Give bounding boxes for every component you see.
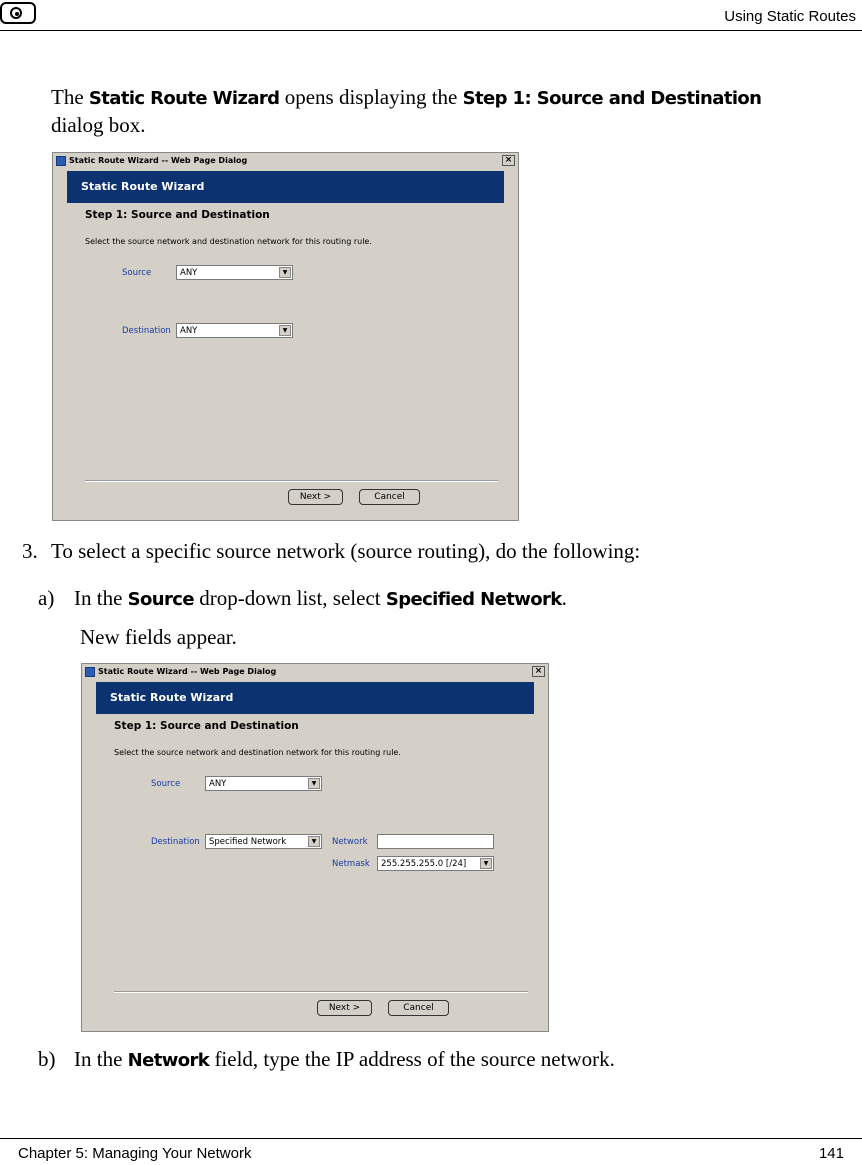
close-icon[interactable]: ×	[502, 155, 515, 166]
close-icon[interactable]: ×	[532, 666, 545, 677]
intro-paragraph: The Static Route Wizard opens displaying the Step 1: Source and Destination dialog box.	[51, 85, 762, 137]
cancel-button[interactable]: Cancel	[359, 489, 420, 505]
chevron-down-icon[interactable]: ▼	[279, 325, 291, 336]
wizard-banner: Static Route Wizard	[67, 171, 504, 203]
dialog-titlebar: Static Route Wizard -- Web Page Dialog ×	[53, 153, 518, 169]
netmask-label: Netmask	[332, 859, 370, 869]
destination-label: Destination	[151, 837, 200, 847]
step-a-letter: a)	[38, 586, 55, 610]
wizard-dialog-screenshot-2	[81, 663, 549, 1032]
step-description: Select the source network and destination network for this routing rule.	[85, 237, 372, 246]
button-separator	[114, 991, 528, 993]
source-select[interactable]: ANY ▼	[176, 265, 293, 280]
wizard-panel	[67, 203, 504, 520]
destination-select[interactable]: Specified Network ▼	[205, 834, 322, 849]
step-a-text: In the Source drop-down list, select Specified Network.	[74, 586, 567, 610]
chevron-down-icon[interactable]: ▼	[480, 858, 492, 869]
running-header: Using Static Routes	[724, 8, 856, 25]
step-title: Step 1: Source and Destination	[85, 209, 270, 221]
wizard-dialog-screenshot-1	[52, 152, 519, 521]
chevron-down-icon[interactable]: ▼	[308, 778, 320, 789]
destination-label: Destination	[122, 326, 171, 336]
destination-select[interactable]: ANY ▼	[176, 323, 293, 338]
page-number: 141	[818, 1145, 844, 1162]
next-button[interactable]: Next >	[317, 1000, 372, 1016]
network-input[interactable]	[377, 834, 494, 849]
source-label: Source	[122, 268, 152, 278]
ie-window-icon	[85, 667, 95, 677]
source-select[interactable]: ANY ▼	[205, 776, 322, 791]
header-rule	[0, 30, 862, 31]
step-title: Step 1: Source and Destination	[114, 720, 299, 732]
footer-rule	[0, 1138, 862, 1139]
chevron-down-icon[interactable]: ▼	[308, 836, 320, 847]
step-3-text: To select a specific source network (source routing), do the following:	[51, 539, 641, 563]
chapter-logo-icon	[0, 2, 36, 24]
footer-chapter: Chapter 5: Managing Your Network	[18, 1145, 252, 1162]
step-b-letter: b)	[38, 1047, 56, 1071]
step-3-number: 3.	[22, 539, 38, 563]
wizard-banner: Static Route Wizard	[96, 682, 534, 714]
step-description: Select the source network and destination network for this routing rule.	[114, 748, 401, 757]
step-a-note: New fields appear.	[80, 625, 237, 649]
cancel-button[interactable]: Cancel	[388, 1000, 449, 1016]
source-label: Source	[151, 779, 181, 789]
netmask-select[interactable]: 255.255.255.0 [/24] ▼	[377, 856, 494, 871]
button-separator	[85, 480, 498, 482]
step-b-text: In the Network field, type the IP address of the source network.	[74, 1047, 615, 1071]
ie-window-icon	[56, 156, 66, 166]
dialog-titlebar: Static Route Wizard -- Web Page Dialog ×	[82, 664, 548, 680]
next-button[interactable]: Next >	[288, 489, 343, 505]
chevron-down-icon[interactable]: ▼	[279, 267, 291, 278]
wizard-panel	[96, 714, 534, 1031]
network-label: Network	[332, 837, 368, 847]
